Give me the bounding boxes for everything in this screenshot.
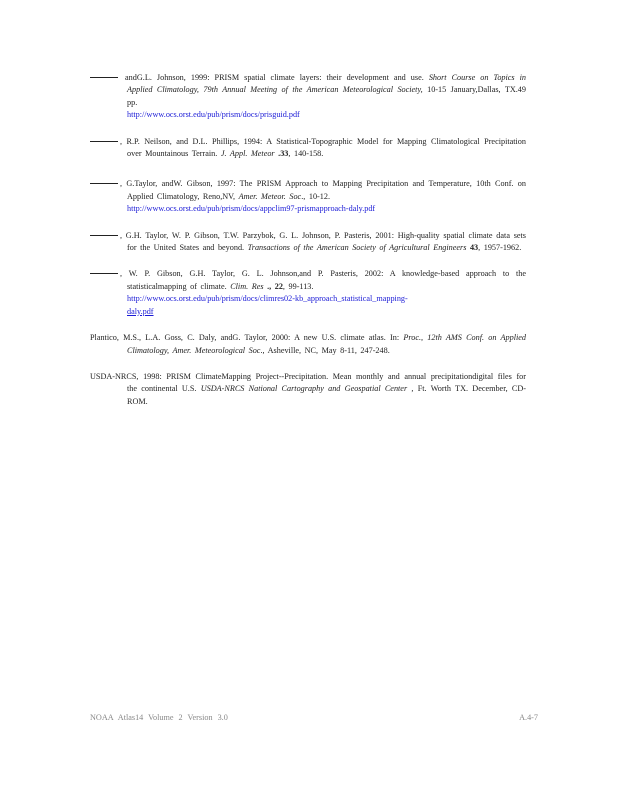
ref-pages: , 1957-1962.	[478, 243, 522, 253]
ref-journal: Amer. Meteor. Soc	[238, 191, 302, 201]
ref-text: Plantico, M.S., L.A. Goss, C. Daly, andG. Taylor, 2000: A new U.S. climate atlas. In:	[90, 333, 400, 343]
ref-pages: ., 10-12.	[301, 191, 330, 201]
ref-pages: ., Asheville, NC, May 8-11, 247-248.	[260, 345, 390, 355]
ref-journal: Clim. Res	[230, 281, 264, 291]
repeat-author-dash	[90, 273, 118, 274]
footer-document-title: NOAA Atlas14 Volume 2 Version 3.0	[90, 713, 228, 722]
reference-entry	[90, 268, 526, 318]
repeat-author-dash	[90, 141, 118, 142]
ref-url-link[interactable]: http://www.ocs.orst.edu/pub/prism/docs/appclim97-prismapproach-daly.pdf	[127, 204, 376, 214]
ref-title: Short Course on Topics in Applied Climatology, 79th Annual Meeting of the American Meteorological Society,	[127, 73, 527, 95]
ref-url-link-continued[interactable]: daly.pdf	[127, 306, 154, 316]
reference-entry	[90, 72, 526, 122]
ref-pages: , 99-113.	[282, 281, 314, 291]
ref-text: , R.P. Neilson, and D.L. Phillips, 1994: A Statistical-Topographic Model for Mapping Climatological Precipitation over Mountainous Terrain.	[120, 136, 526, 159]
repeat-author-dash	[90, 77, 118, 78]
reference-entry	[90, 178, 526, 215]
ref-pages: , 140-158.	[288, 149, 324, 159]
repeat-author-dash	[90, 183, 118, 184]
reference-list	[90, 72, 526, 422]
reference-entry	[90, 136, 526, 161]
ref-journal: Transactions of the American Society of Agricultural Engineers	[247, 243, 467, 253]
ref-volume: ., 22	[267, 281, 283, 291]
ref-text: USDA-NRCS, 1998: PRISM ClimateMapping Project--Precipitation. Mean monthly and annual precipitationdigital files for the continental U.S.	[90, 371, 526, 394]
ref-text: , W. P. Gibson, G.H. Taylor, G. L. Johnson,and P. Pasteris, 2002: A knowledge-based approach to the statisticalmapping of climate.	[120, 269, 526, 291]
footer-page-number: A.4-7	[519, 713, 538, 722]
ref-text: andG.L. Johnson, 1999: PRISM spatial climate layers: their development and use.	[125, 73, 424, 82]
reference-entry	[90, 230, 526, 255]
ref-url-link[interactable]: http://www.ocs.orst.edu/pub/prism/docs/prisguid.pdf	[127, 110, 300, 120]
reference-entry	[90, 371, 526, 408]
ref-text: , G.Taylor, andW. Gibson, 1997: The PRISM Approach to Mapping Precipitation and Temperature, 10th Conf. on Applied Climatology, Reno,NV,	[120, 179, 526, 201]
ref-volume: 43	[469, 243, 479, 253]
ref-text: , G.H. Taylor, W. P. Gibson, T.W. Parzybok, G. L. Johnson, P. Pasteris, 2001: High-quality spatial climate data sets for the United States and beyond.	[120, 230, 526, 253]
ref-pages: , Ft. Worth TX. December, CD-ROM.	[127, 384, 526, 406]
ref-journal: J. Appl. Meteor	[220, 149, 275, 159]
ref-volume: .33	[278, 149, 289, 159]
ref-pages: 10-15 January,Dallas, TX.49 pp.	[127, 85, 526, 107]
ref-journal: USDA-NRCS National Cartography and Geospatial Center	[200, 384, 408, 394]
ref-journal: Proc., 12th AMS Conf. on Applied Climatology, Amer. Meteorological Soc	[127, 333, 526, 355]
repeat-author-dash	[90, 235, 118, 236]
reference-entry	[90, 332, 526, 357]
ref-url-link[interactable]: http://www.ocs.orst.edu/pub/prism/docs/climres02-kb_approach_statistical_mapping-	[127, 294, 408, 304]
